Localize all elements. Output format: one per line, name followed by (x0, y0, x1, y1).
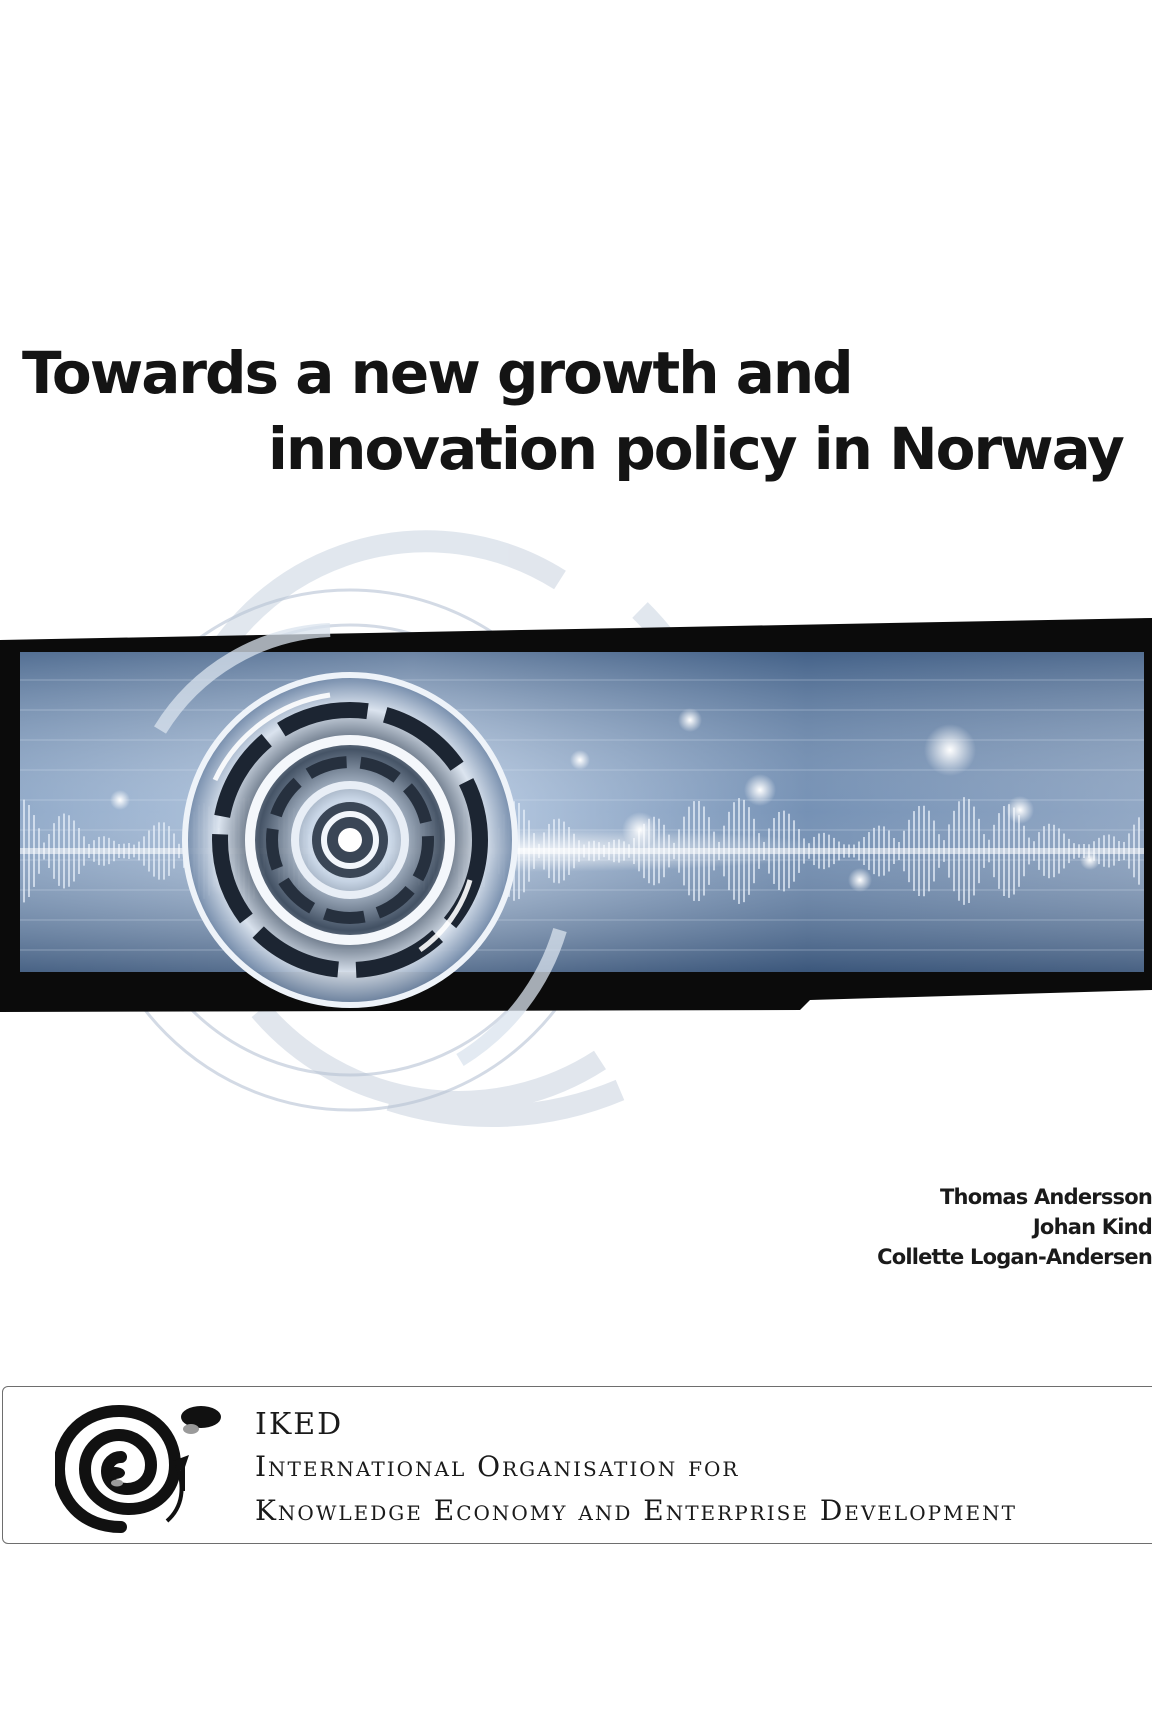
organisation-name-line-2: Knowledge Economy and Enterprise Development (255, 1494, 1017, 1527)
organisation-name-line-1: International Organisation for (255, 1450, 740, 1483)
title-line-1: Towards a new growth and (22, 339, 852, 407)
author-name: Johan Kind (1032, 1215, 1152, 1239)
title-line-2: innovation policy in Norway (268, 415, 1123, 483)
organisation-text (255, 1405, 1017, 1533)
organisation-abbreviation: IKED (255, 1407, 344, 1442)
cover-banner-illustration (0, 500, 1152, 1140)
author-name: Thomas Andersson (940, 1185, 1152, 1209)
author-name: Collette Logan-Andersen (877, 1245, 1152, 1269)
spiral-arrow-logo-icon (55, 1399, 233, 1535)
author-list (877, 1182, 1152, 1272)
tech-dial-icon (185, 675, 515, 1005)
organisation-box (2, 1386, 1152, 1544)
